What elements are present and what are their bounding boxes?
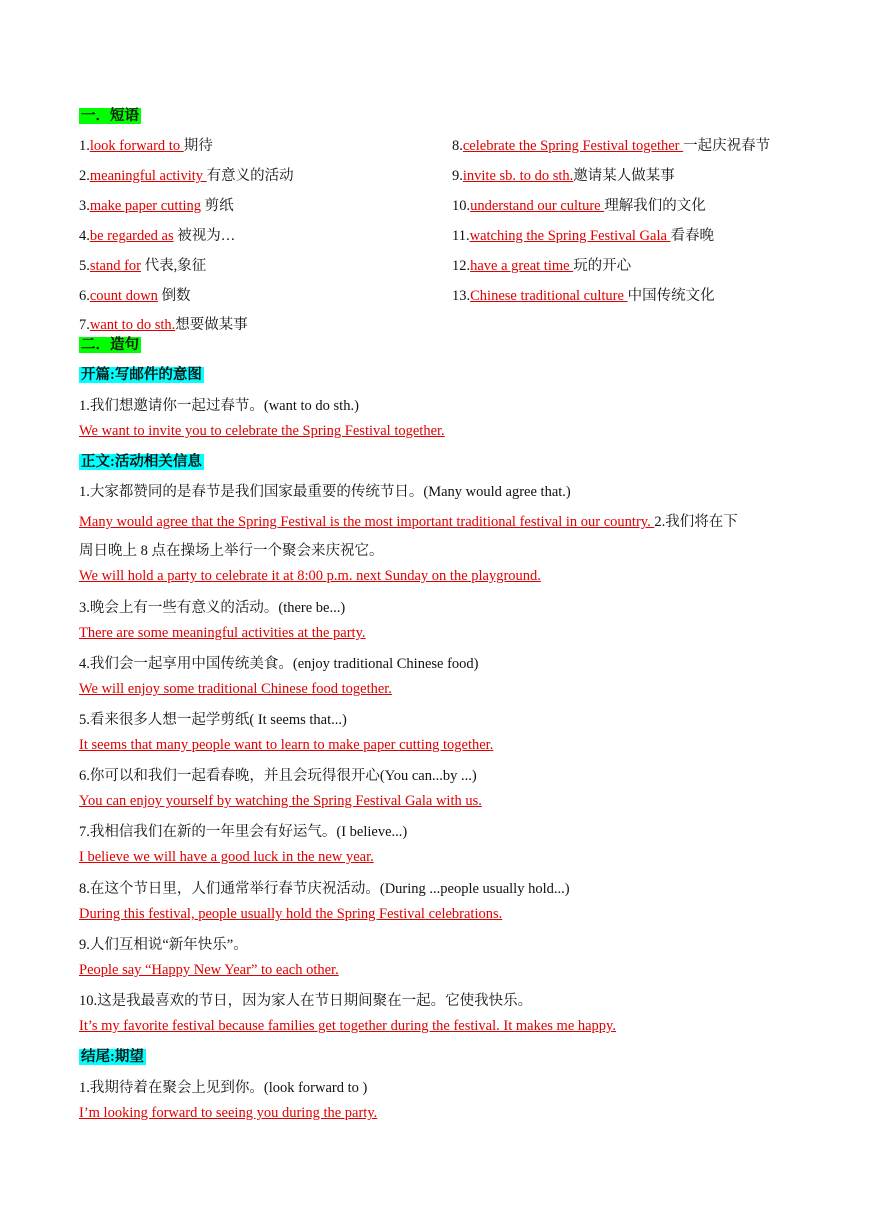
- subsection-title-opening: [79, 363, 204, 384]
- answer-span: There are some meaningful activities at the party.: [79, 625, 366, 641]
- answer-span: I’m looking forward to seeing you during the party.: [79, 1105, 378, 1121]
- phrase-english: celebrate the Spring Festival together: [462, 138, 684, 154]
- phrase-item: [79, 164, 294, 185]
- phrase-english: look forward to: [89, 138, 184, 154]
- question-text: 1.大家都赞同的是春节是我们国家最重要的传统节日。(Many would agree that.): [79, 484, 571, 500]
- phrase-number: 2.: [79, 168, 90, 184]
- phrase-item: [452, 284, 715, 305]
- phrase-chinese: 剪纸: [201, 198, 234, 214]
- section-title-phrases: [79, 104, 141, 125]
- phrase-item: [452, 254, 631, 275]
- phrase-chinese: 邀请某人做某事: [573, 168, 675, 184]
- phrase-chinese: 倒数: [157, 288, 191, 304]
- answer-text: [79, 962, 339, 979]
- subsection-title-ending: [79, 1045, 146, 1066]
- answer-text: [79, 793, 482, 810]
- answer-span: It seems that many people want to learn to make paper cutting together.: [79, 737, 494, 753]
- phrase-english: have a great time: [470, 258, 574, 274]
- phrase-english: meaningful activity: [89, 168, 207, 184]
- phrase-english: want to do sth.: [89, 317, 176, 333]
- answer-text: [79, 510, 738, 531]
- phrase-number: 3.: [79, 198, 90, 214]
- answer-text: [79, 737, 493, 754]
- phrase-number: 6.: [79, 288, 90, 304]
- subsection-title-text: 正文:活动相关信息: [81, 454, 202, 470]
- answer-span: We will hold a party to celebrate it at 8:00 p.m. next Sunday on the playground.: [79, 568, 541, 584]
- phrase-item: [79, 284, 191, 305]
- question-text: 4.我们会一起享用中国传统美食。(enjoy traditional Chinese food): [79, 656, 479, 672]
- phrase-number: 9.: [452, 168, 463, 184]
- phrase-english: be regarded as: [89, 228, 174, 244]
- question-text: 1.我们想邀请你一起过春节。(want to do sth.): [79, 398, 359, 414]
- answer-span: It’s my favorite festival because families get together during the festival. It makes me happy.: [79, 1018, 616, 1034]
- phrase-chinese: 理解我们的文化: [604, 198, 706, 214]
- answer-span: During this festival, people usually hold the Spring Festival celebrations.: [79, 906, 503, 922]
- phrase-english: understand our culture: [470, 198, 605, 214]
- phrase-number: 10.: [452, 198, 471, 214]
- section-title-text: 一．短语: [81, 108, 139, 124]
- phrase-english: Chinese traditional culture: [470, 288, 628, 304]
- phrase-number: 1.: [79, 138, 90, 154]
- phrase-item: [452, 134, 770, 155]
- answer-text: [79, 568, 541, 585]
- phrase-chinese: 代表,象征: [141, 258, 207, 274]
- phrase-chinese: 看春晚: [670, 228, 715, 244]
- phrase-number: 11.: [452, 228, 470, 244]
- answer-text: [79, 1018, 616, 1035]
- phrase-number: 4.: [79, 228, 90, 244]
- question-text: 8.在这个节日里，人们通常举行春节庆祝活动。(During ...people usually hold...): [79, 881, 570, 897]
- answer-span: Many would agree that the Spring Festival is the most important traditional festival in our country.: [79, 514, 655, 530]
- question-text: 周日晚上 8 点在操场上举行一个聚会来庆祝它。: [79, 543, 384, 559]
- phrase-item: [79, 224, 235, 245]
- question-text-inline: 2.我们将在下: [654, 514, 738, 530]
- phrase-number: 12.: [452, 258, 471, 274]
- phrase-item: [79, 254, 206, 275]
- phrase-item: [452, 224, 714, 245]
- phrase-number: 8.: [452, 138, 463, 154]
- answer-text: [79, 681, 392, 698]
- answer-text: [79, 625, 366, 642]
- question-text: 1.我期待着在聚会上见到你。(look forward to ): [79, 1080, 368, 1096]
- answer-span: You can enjoy yourself by watching the Spring Festival Gala with us.: [79, 793, 482, 809]
- phrase-english: watching the Spring Festival Gala: [469, 228, 671, 244]
- phrase-item: [452, 194, 706, 215]
- phrase-number: 13.: [452, 288, 471, 304]
- answer-span: We want to invite you to celebrate the Spring Festival together.: [79, 423, 445, 439]
- phrase-chinese: 中国传统文化: [627, 288, 715, 304]
- phrase-chinese: 想要做某事: [175, 317, 248, 333]
- question-text: 10.这是我最喜欢的节日，因为家人在节日期间聚在一起。它使我快乐。: [79, 993, 533, 1009]
- answer-span: People say “Happy New Year” to each other.: [79, 962, 339, 978]
- answer-text: [79, 423, 445, 440]
- answer-text: [79, 906, 502, 923]
- phrase-chinese: 期待: [183, 138, 213, 154]
- subsection-title-text: 结尾:期望: [81, 1049, 144, 1065]
- phrase-english: stand for: [89, 258, 142, 274]
- subsection-title-text: 开篇:写邮件的意图: [81, 367, 202, 383]
- answer-text: [79, 849, 374, 866]
- question-text: 7.我相信我们在新的一年里会有好运气。(I believe...): [79, 824, 408, 840]
- phrase-chinese: 一起庆祝春节: [683, 138, 771, 154]
- answer-span: We will enjoy some traditional Chinese food together.: [79, 681, 392, 697]
- phrase-chinese: 有意义的活动: [206, 168, 294, 184]
- section-title-sentences: [79, 333, 141, 354]
- question-text: 3.晚会上有一些有意义的活动。(there be...): [79, 600, 346, 616]
- answer-text: [79, 1105, 377, 1122]
- section-title-text: 二．造句: [81, 337, 139, 353]
- phrase-number: 5.: [79, 258, 90, 274]
- phrase-item: [79, 313, 248, 334]
- phrase-chinese: 被视为…: [173, 228, 236, 244]
- question-text: 9.人们互相说“新年快乐”。: [79, 937, 248, 953]
- phrase-item: [452, 164, 675, 185]
- phrase-number: 7.: [79, 317, 90, 333]
- question-text: 5.看来很多人想一起学剪纸( It seems that...): [79, 712, 347, 728]
- phrase-english: make paper cutting: [89, 198, 201, 214]
- phrase-chinese: 玩的开心: [573, 258, 632, 274]
- answer-span: I believe we will have a good luck in the new year.: [79, 849, 374, 865]
- question-text: 6.你可以和我们一起看春晚，并且会玩得很开心(You can...by ...): [79, 768, 477, 784]
- subsection-title-body: [79, 450, 204, 471]
- phrase-item: [79, 194, 234, 215]
- phrase-english: count down: [89, 288, 158, 304]
- phrase-english: invite sb. to do sth.: [462, 168, 574, 184]
- phrase-item: [79, 134, 213, 155]
